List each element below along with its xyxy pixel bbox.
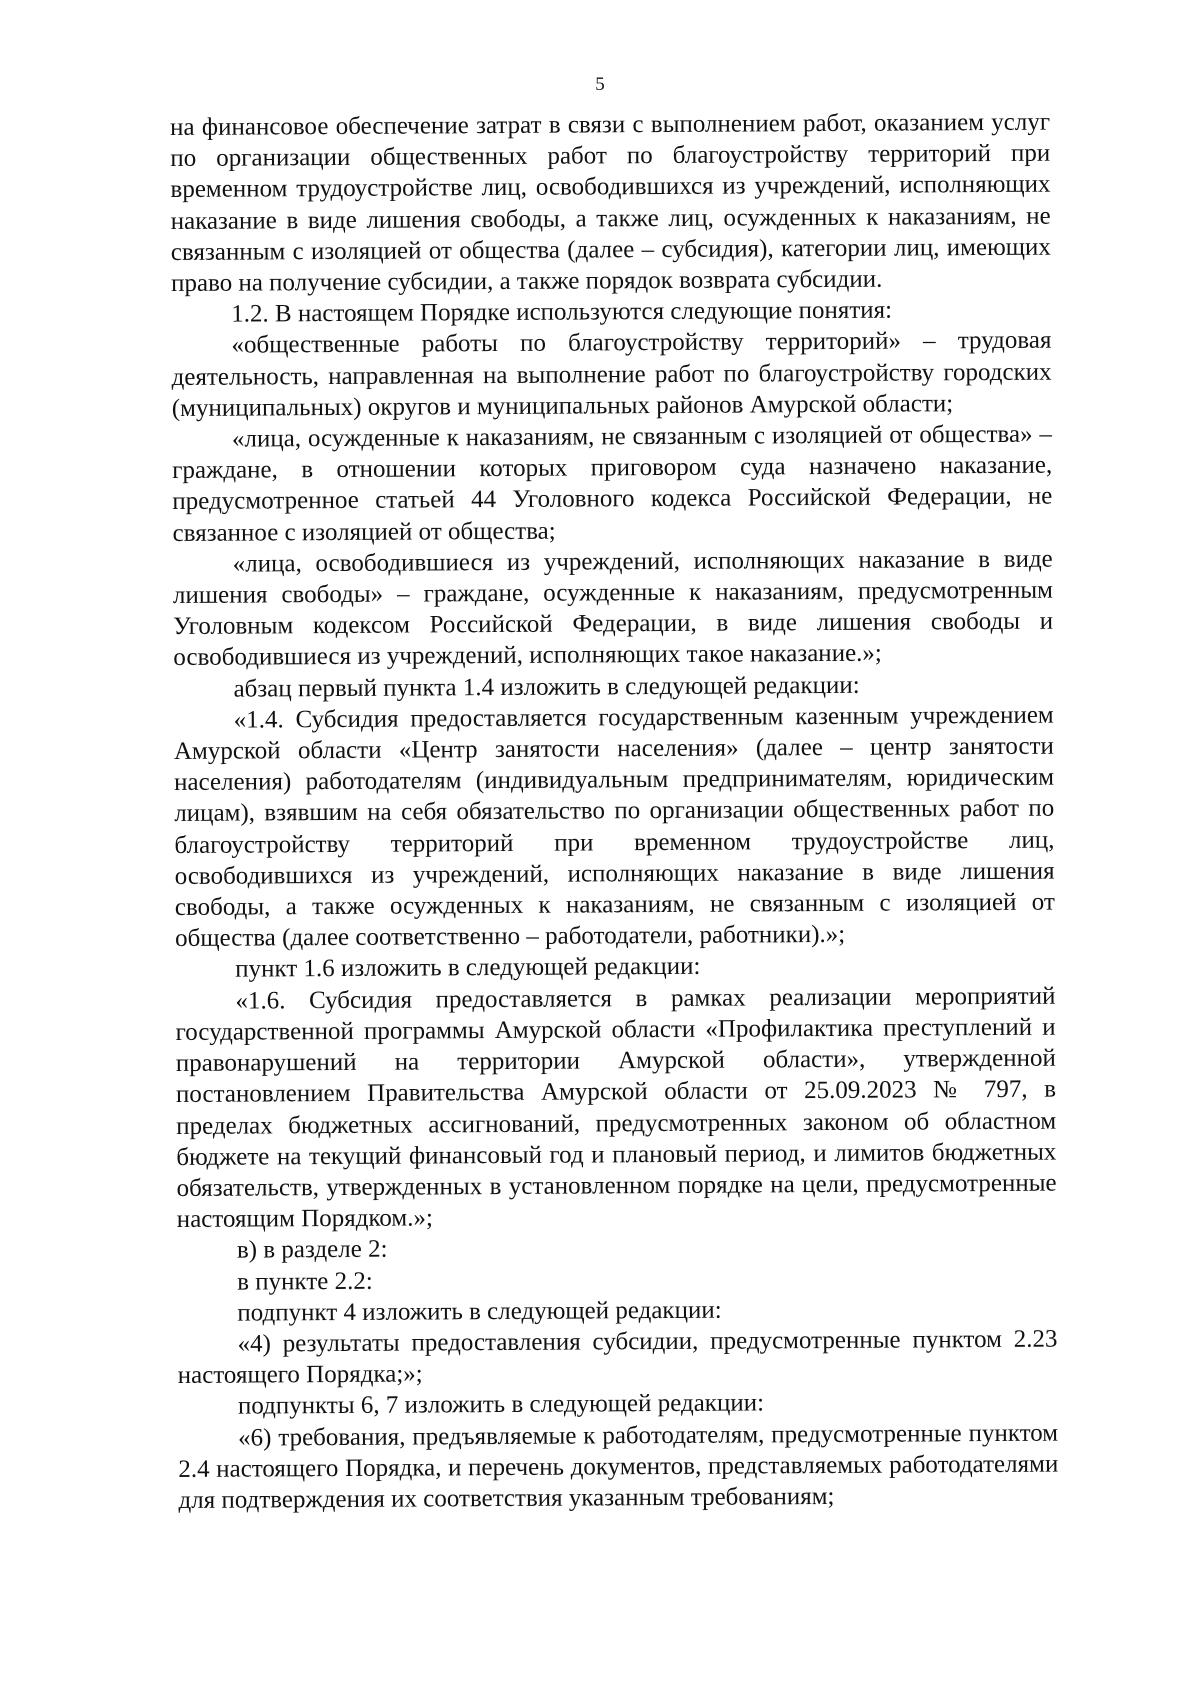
paragraph-point-2-2: в пункте 2.2: xyxy=(237,1267,373,1296)
paragraph-definition-public-works: «общественные работы по благоустройству территорий» – трудовая деятельность, направленная на выполнение работ по благоустройству городских (муниципальных) округов и муниципальных районов Амурской области; xyxy=(171,327,1052,422)
document-body xyxy=(170,107,1059,1516)
paragraph-amend-1-4: абзац первый пункта 1.4 изложить в следующей редакции: xyxy=(233,671,860,703)
paragraph-amend-1-6: пункт 1.6 изложить в следующей редакции: xyxy=(235,953,701,984)
page-number: 5 xyxy=(595,74,605,95)
paragraph-subpoint-4: «4) результаты предоставления субсидии, предусмотренные пунктом 2.23 настоящего Порядка;»; xyxy=(177,1325,1058,1390)
paragraph-amend-subpoints-6-7: подпункты 6, 7 изложить в следующей редакции: xyxy=(237,1389,765,1420)
paragraph-definition-convicted: «лица, осужденные к наказаниям, не связанным с изоляцией от общества» – граждане, в отношении которых приговором суда назначено наказание, предусмотренное статьей 44 Уголовного кодекса Российской Федерации, не связанное с изоляцией от общества; xyxy=(172,420,1053,547)
paragraph-1-2-intro: 1.2. В настоящем Порядке используются следующие понятия: xyxy=(231,296,893,328)
paragraph-clause-1-6: «1.6. Субсидия предоставляется в рамках реализации мероприятий государственной программы Амурской области «Профилактика преступлений и правонарушений на территории Амурской области», утвержденной постановлением Правительства Амурской области от 25.09.2023 № 797, в пределах бюджетных ассигнований, предусмотренных законом об областном бюджете на текущий финансовый год и плановый период, и лимитов бюджетных обязательств, утвержденных в установленном порядке на цели, предусмотренные настоящим Порядком.»; xyxy=(175,982,1057,1234)
paragraph-subsidy-purpose: на финансовое обеспечение затрат в связи с выполнением работ, оказанием услуг по организации общественных работ по благоустройству территорий при временном трудоустройстве лиц, освободившихся из учреждений, исполняющих наказание в виде лишения свободы, а также лиц, осужденных к наказаниям, не связанным с изоляцией от общества (далее – субсидия), категории лиц, имеющих право на получение субсидии, а также порядок возврата субсидии. xyxy=(170,108,1051,298)
paragraph-definition-released: «лица, освободившиеся из учреждений, исполняющих наказание в виде лишения свободы» – граждане, осужденные к наказаниям, предусмотренным Уголовным кодексом Российской Федерации, в виде лишения свободы и освободившиеся из учреждений, исполняющих такое наказание.»; xyxy=(172,545,1054,672)
paragraph-clause-1-4: «1.4. Субсидия предоставляется государственным казенным учреждением Амурской области «Центр занятости населения» (далее – центр занятости населения) работодателям (индивидуальным предпринимателям, юридическим лицам), взявшим на себя обязательство по организации общественных работ по благоустройству территорий при временном трудоустройстве лиц, освободившихся из учреждений, исполняющих наказание в виде лишения свободы, а также осужденных к наказаниям, не связанным с изоляцией от общества (далее соответственно – работодатели, работники).»; xyxy=(173,701,1055,953)
paragraph-section-2: в) в разделе 2: xyxy=(236,1236,388,1264)
paragraph-amend-subpoint-4: подпункт 4 изложить в следующей редакции: xyxy=(237,1296,722,1327)
paragraph-subpoint-6: «6) требования, предъявляемые к работодателям, предусмотренные пунктом 2.4 настоящего Порядка, и перечень документов, представляемых работодателями для подтверждения их соответствия указанным требованиям; xyxy=(178,1419,1059,1514)
